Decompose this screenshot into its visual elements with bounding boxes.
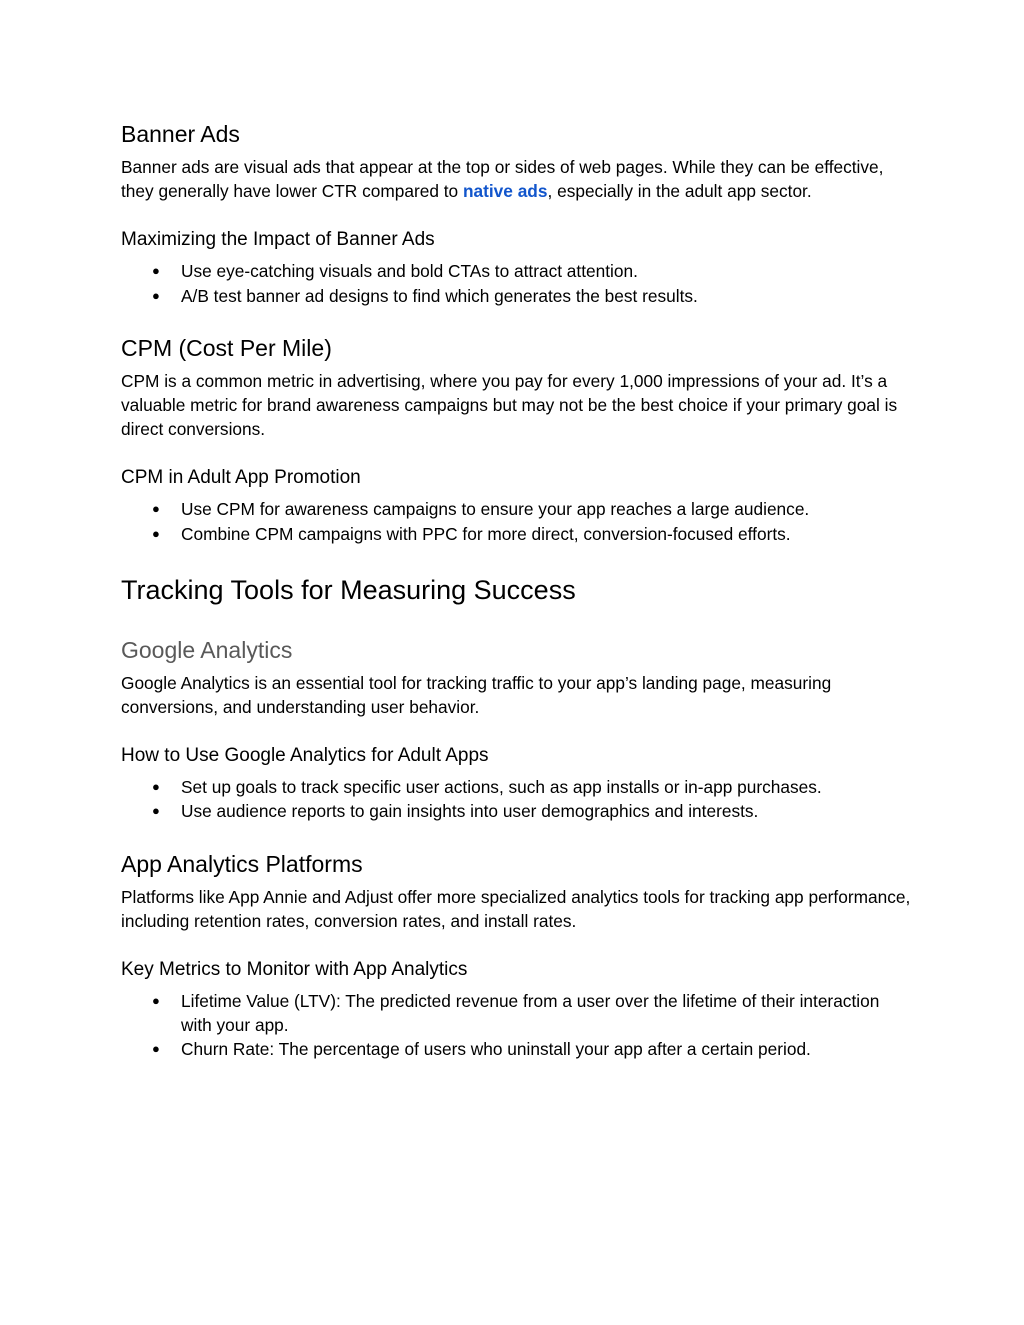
heading-how-to-use-ga: How to Use Google Analytics for Adult Apps: [121, 745, 489, 767]
list-item: [121, 775, 911, 799]
bullet-icon: ●: [152, 1041, 160, 1057]
bullet-icon: ●: [152, 263, 160, 279]
list-item-text: Set up goals to track specific user actions, such as app installs or in-app purchases.: [181, 777, 822, 798]
bullet-icon: ●: [152, 525, 160, 541]
document-content: [121, 118, 911, 1062]
list-item: [121, 497, 911, 521]
bullet-icon: ●: [152, 993, 160, 1009]
list-key-metrics: [121, 989, 911, 1062]
heading-google-analytics: Google Analytics: [121, 636, 293, 663]
paragraph-banner-ads-text-2: , especially in the adult app sector.: [547, 181, 812, 202]
bullet-icon: ●: [152, 779, 160, 795]
list-item-text: Use CPM for awareness campaigns to ensure your app reaches a large audience.: [181, 499, 810, 520]
list-ga-tips: [121, 775, 911, 823]
list-item-text: Combine CPM campaigns with PPC for more direct, conversion-focused efforts.: [181, 523, 791, 544]
paragraph-cpm: CPM is a common metric in advertising, where you pay for every 1,000 impressions of your ad. It’s a valuable metric for brand awareness campaigns but may not be the best choice if your primary goal is direct conversions.: [121, 370, 898, 440]
list-item: [121, 799, 911, 823]
list-item-text: Lifetime Value (LTV): The predicted revenue from a user over the lifetime of their interaction with your app.: [181, 991, 880, 1036]
bullet-icon: ●: [152, 287, 160, 303]
list-banner-ads-tips: [121, 259, 911, 307]
heading-app-analytics: App Analytics Platforms: [121, 850, 363, 877]
bullet-icon: ●: [152, 803, 160, 819]
list-item-text: Churn Rate: The percentage of users who uninstall your app after a certain period.: [181, 1039, 811, 1060]
bullet-icon: ●: [152, 501, 160, 517]
list-item-text: Use audience reports to gain insights into user demographics and interests.: [181, 801, 759, 822]
heading-maximizing-banner-ads: Maximizing the Impact of Banner Ads: [121, 229, 435, 251]
heading-cpm-adult-app: CPM in Adult App Promotion: [121, 467, 361, 489]
list-item: [121, 522, 911, 546]
paragraph-google-analytics: Google Analytics is an essential tool for tracking traffic to your app’s landing page, measuring conversions, and understanding user behavior.: [121, 672, 832, 718]
heading-tracking-tools: Tracking Tools for Measuring Success: [121, 574, 576, 605]
paragraph-banner-ads-text-1: Banner ads are visual ads that appear at the top or sides of web pages. While they can be effective, they generally have lower CTR compared to: [121, 157, 884, 202]
link-native-ads[interactable]: native ads: [462, 181, 548, 202]
list-item-text: Use eye-catching visuals and bold CTAs to attract attention.: [181, 261, 638, 282]
list-item-text: A/B test banner ad designs to find which generates the best results.: [181, 285, 698, 306]
list-item: [121, 284, 911, 308]
list-item: [121, 259, 911, 283]
paragraph-app-analytics: Platforms like App Annie and Adjust offer more specialized analytics tools for tracking app performance, including retention rates, conversion rates, and install rates.: [121, 886, 911, 931]
heading-banner-ads: Banner Ads: [121, 121, 240, 147]
list-item: [121, 989, 911, 1037]
list-cpm-tips: [121, 497, 911, 545]
paragraph-banner-ads: [121, 155, 911, 203]
heading-key-metrics: Key Metrics to Monitor with App Analytics: [121, 959, 468, 981]
list-item: [121, 1037, 911, 1061]
heading-cpm: CPM (Cost Per Mile): [121, 334, 332, 361]
